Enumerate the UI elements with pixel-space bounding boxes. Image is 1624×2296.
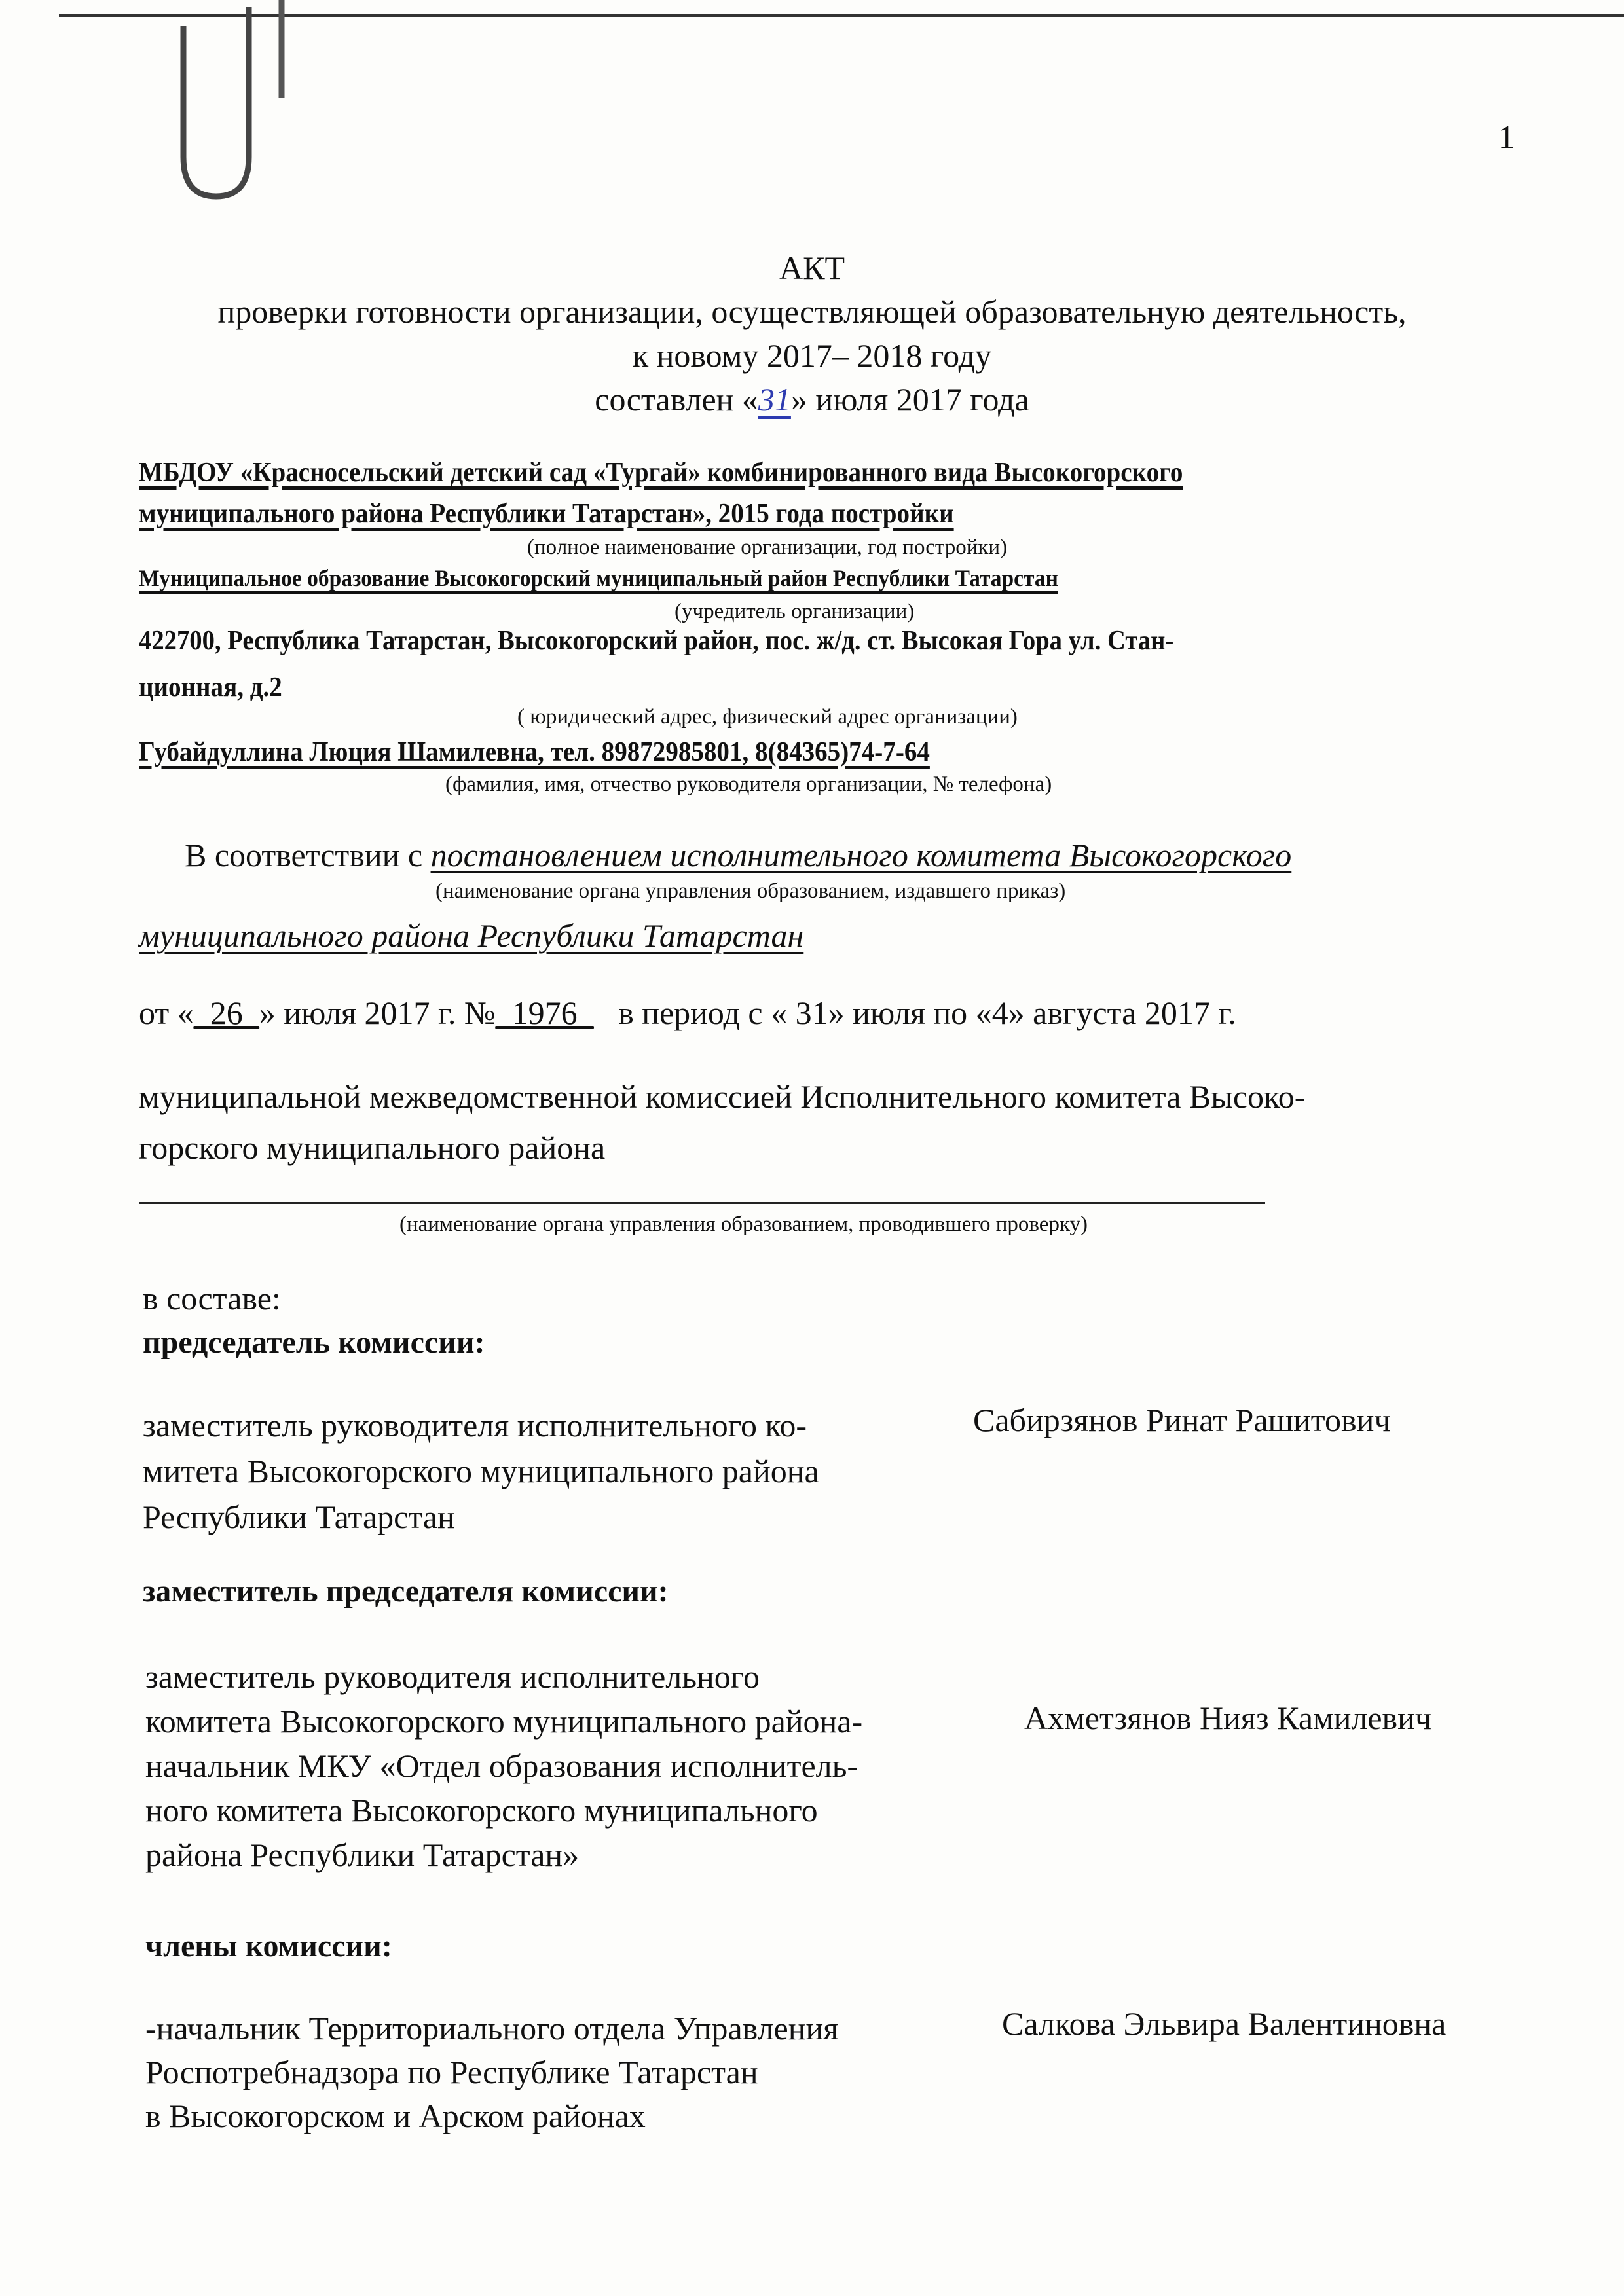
commission-line2: горского муниципального района [139,1129,606,1166]
commission-underline [139,1202,1265,1204]
org-name-line1: МБДОУ «Красносельский детский сад «Тургай» комбинированного вида Высокогорского [139,458,1183,488]
head-caption: (фамилия, имя, отчество руководителя организации, № телефона) [445,773,1052,796]
deputy-heading: заместитель председателя комиссии: [143,1574,669,1609]
member1-position-2: Роспотребнадзора по Республике Татарстан [145,2054,758,2090]
deputy-name: Ахметзянов Нияз Камилевич [1024,1700,1432,1736]
org-head: Губайдуллина Люция Шамилевна, тел. 89872985801, 8(84365)74-7-64 [139,737,930,767]
org-address-line1: 422700, Республика Татарстан, Высокогорский район, пос. ж/д. ст. Высокая Гора ул. Стан- [139,626,1174,656]
commission-caption: (наименование органа управления образованием, проводившего проверку) [399,1212,1088,1236]
basis-prefix: В соответствии с [185,837,431,873]
doc-date [0,380,1624,418]
address-caption: ( юридический адрес, физический адрес организации) [517,705,1018,729]
doc-title: АКТ [779,249,845,286]
order-issuer-line2: муниципального района Республики Татарстан [139,917,804,954]
founder-caption: (учредитель организации) [674,600,915,623]
members-heading: члены комиссии: [145,1929,392,1963]
member1-name: Салкова Эльвира Валентиновна [1002,2005,1447,2042]
date-suffix: » июля 2017 года [790,381,1029,418]
date-prefix: составлен « [595,381,758,418]
order-date-line [139,994,1236,1032]
order-issuer: постановлением исполнительного комитета Высокогорского [430,837,1292,873]
chair-position-2: митета Высокогорского муниципального района [143,1453,819,1489]
member1-position-1: -начальник Территориального отдела Управления [145,2010,839,2047]
org-founder: Муниципальное образование Высокогорский муниципальный район Республики Татарстан [139,565,1058,591]
chair-heading: председатель комиссии: [143,1325,485,1360]
doc-subtitle: проверки готовности организации, осуществляющей образовательную деятельность, [217,293,1407,330]
order-issuer-caption: (наименование органа управления образованием, издавшего приказ) [435,879,1066,903]
deputy-position-2: комитета Высокогорского муниципального района- [145,1703,863,1740]
deputy-position-5: района Республики Татарстан» [145,1836,580,1873]
deputy-position-1: заместитель руководителя исполнительного [145,1658,760,1695]
paperclip-icon [151,0,295,216]
chair-position-1: заместитель руководителя исполнительного ко- [143,1407,807,1444]
handwritten-day: 31 [758,381,791,418]
composition-intro: в составе: [143,1280,281,1317]
org-address-line2: ционная, д.2 [139,672,282,702]
chair-name: Сабирзянов Ринат Рашитович [973,1402,1391,1438]
order-day: _26_ [193,994,259,1031]
commission-line1: муниципальной межведомственной комиссией Исполнительного комитета Высоко- [139,1078,1306,1115]
deputy-position-3: начальник МКУ «Отдел образования исполнитель- [145,1747,858,1784]
order-number: _1976_ [495,994,594,1031]
org-name-line2: муниципального района Республики Татарстан», 2015 года постройки [139,499,954,529]
chair-position-3: Республики Татарстан [143,1499,455,1535]
org-name-caption: (полное наименование организации, год постройки) [527,536,1008,559]
date-prefix: от « [139,994,194,1031]
doc-year: к новому 2017– 2018 году [632,337,992,374]
date-mid: » июля 2017 г. № [259,994,496,1031]
basis-line1 [185,836,1291,874]
page-number: 1 [1498,118,1515,155]
member1-position-3: в Высокогорском и Арском районах [145,2098,646,2134]
deputy-position-4: ного комитета Высокогорского муниципального [145,1792,818,1829]
check-period: в период с « 31» июля по «4» августа 2017 г. [618,994,1236,1031]
